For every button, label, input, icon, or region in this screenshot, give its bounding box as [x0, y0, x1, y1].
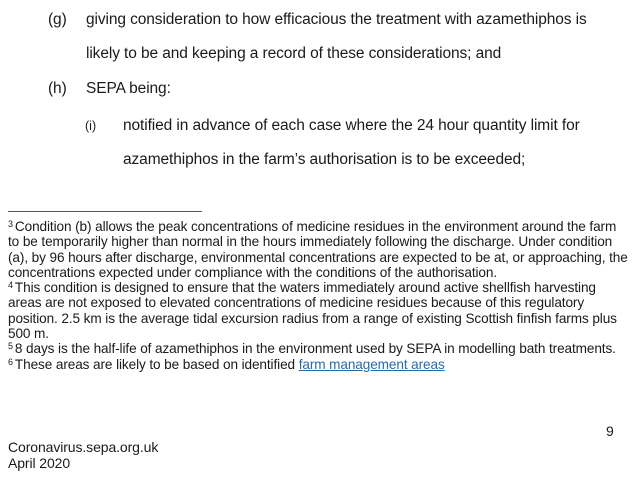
footnote-5-number: 5: [8, 341, 13, 352]
page-number: 9: [606, 423, 614, 439]
condition-h-label: (h): [48, 80, 67, 97]
condition-g-label: (g): [48, 11, 67, 28]
footer-date: April 2020: [8, 455, 71, 471]
condition-h-line-1: SEPA being:: [86, 80, 171, 97]
footnotes: [8, 219, 628, 372]
footnote-separator: [8, 211, 202, 212]
sub-item-i-label: (i): [85, 119, 97, 133]
condition-g-line-1: giving consideration to how efficacious the treatment with azamethiphos is: [86, 11, 587, 28]
footnote-3-number: 3: [8, 219, 13, 229]
footnote-4: [8, 280, 628, 341]
footnote-6: [8, 357, 628, 372]
sub-item-i-line-2: azamethiphos in the farm’s authorisation is to be exceeded;: [123, 151, 526, 168]
footnote-5: [8, 341, 628, 356]
footnote-3-text: Condition (b) allows the peak concentrations of medicine residues in the environment around the farm to be temporarily higher than normal in the hours immediately following the discharge. Under condition (a), by 96 hours after discharge, environmental concentrations are expected to be at, or approaching, the concentrations expected under compliance with the conditions of the authorisation.: [8, 219, 628, 280]
footnote-6-number: 6: [8, 356, 13, 367]
footnote-5-text: 8 days is the half-life of azamethiphos in the environment used by SEPA in modelling bath treatments.: [14, 341, 616, 357]
footnote-4-text: This condition is designed to ensure that the waters immediately around active shellfish harvesting areas are not exposed to elevated concentrations of medicine residues because of this regulatory position. 2.5 km is the average tidal excursion radius from a range of existing Scottish finfish farms plus 500 m.: [8, 280, 617, 342]
farm-management-areas-link[interactable]: farm management areas: [298, 356, 445, 372]
footnote-4-number: 4: [8, 280, 13, 291]
condition-g-line-2: likely to be and keeping a record of these considerations; and: [86, 45, 502, 62]
sub-item-i-line-1: notified in advance of each case where the 24 hour quantity limit for: [123, 117, 580, 134]
footnote-3: [8, 219, 628, 280]
footnote-6-text: These areas are likely to be based on identified: [14, 356, 299, 372]
footer-website: Coronavirus.sepa.org.uk: [8, 439, 159, 455]
